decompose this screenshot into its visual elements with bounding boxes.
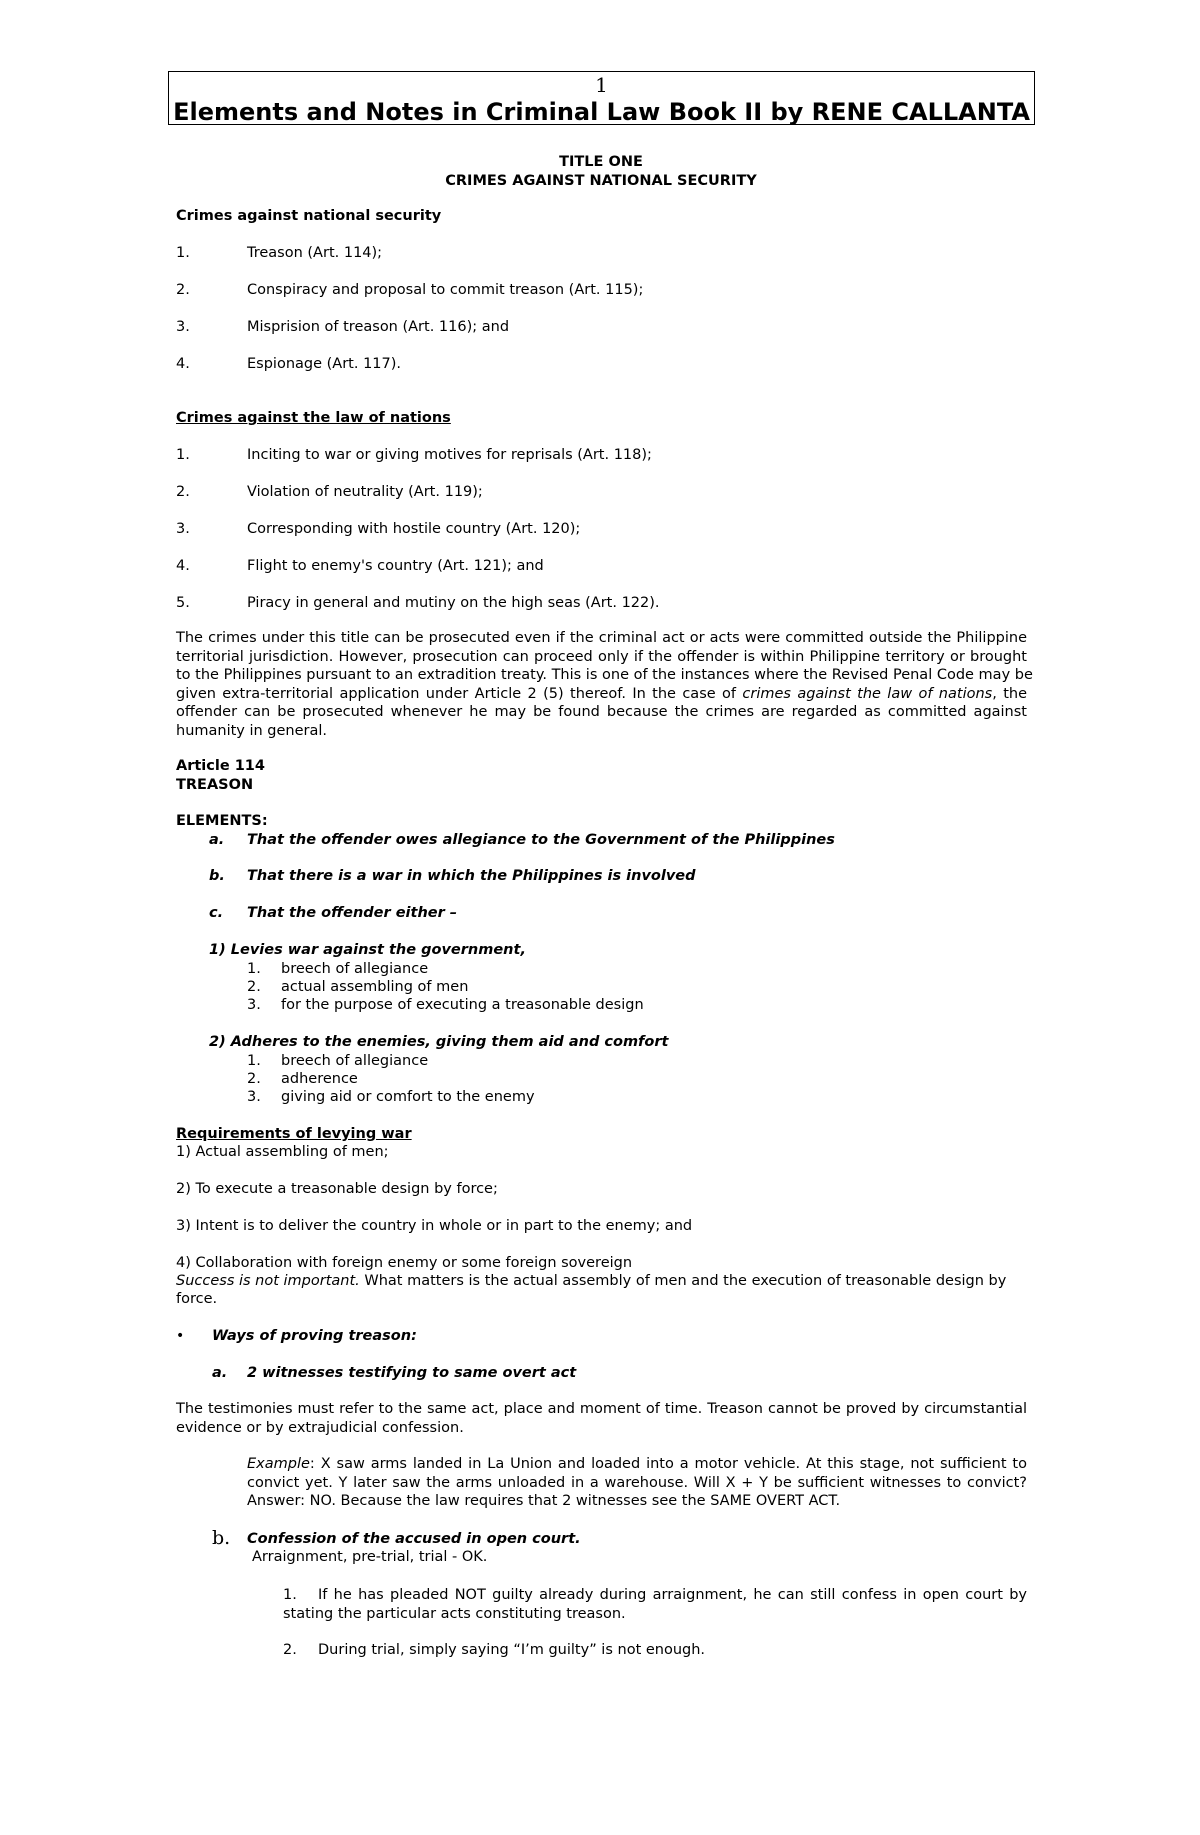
- list-item: Corresponding with hostile country (Art. 120);: [247, 521, 581, 537]
- list-item: Inciting to war or giving motives for reprisals (Art. 118);: [247, 447, 652, 463]
- element-letter: c.: [209, 905, 224, 921]
- page-number: 1: [595, 73, 608, 97]
- list-number: 3.: [247, 997, 261, 1013]
- paragraph-text: What matters is the actual assembly of men and the execution of treasonable design by: [359, 1273, 1007, 1289]
- element-text: That the offender either –: [247, 905, 458, 921]
- national-security-heading: Crimes against national security: [176, 208, 442, 224]
- proving-method: Confession of the accused in open court.: [247, 1531, 581, 1547]
- list-number: 2.: [176, 484, 190, 500]
- element-text: That the offender owes allegiance to the Government of the Philippines: [247, 832, 835, 848]
- paragraph-line: The testimonies must refer to the same act, place and moment of time. Treason cannot be proved by circumstantial: [176, 1401, 1027, 1417]
- point-text: During trial, simply saying “I’m guilty” is not enough.: [318, 1642, 706, 1658]
- intro-paragraph: [176, 629, 1033, 740]
- requirement-item: 1) Actual assembling of men;: [176, 1144, 389, 1160]
- list-number: 2.: [283, 1642, 297, 1658]
- paragraph-line: territorial jurisdiction. However, prosecution can proceed only if the offender is within Philippine territory or brought: [176, 648, 1027, 665]
- paragraph-line: The crimes under this title can be prosecuted even if the criminal act or acts were committed outside the Philippine: [176, 630, 1027, 646]
- list-number: 3.: [247, 1089, 261, 1105]
- list-item: for the purpose of executing a treasonable design: [281, 997, 644, 1013]
- paragraph-line: [247, 1455, 1027, 1474]
- list-item: Misprision of treason (Art. 116); and: [247, 319, 510, 335]
- paragraph-line: to the Philippines pursuant to an extradition treaty. This is one of the instances where the Revised Penal Code may be: [176, 667, 1033, 683]
- success-note: [176, 1272, 1006, 1290]
- paragraph-line: stating the particular acts constituting treason.: [283, 1605, 626, 1622]
- proving-sub-note: Arraignment, pre-trial, trial - OK.: [252, 1549, 488, 1565]
- paragraph-line: convict yet. Y later saw the arms unloaded in a warehouse. Will X + Y be sufficient witnesses to convict?: [247, 1474, 1027, 1491]
- list-number: 3.: [176, 319, 190, 335]
- paragraph-line: evidence or by extrajudicial confession.: [176, 1419, 464, 1436]
- list-item: Violation of neutrality (Art. 119);: [247, 484, 483, 500]
- list-item: breech of allegiance: [281, 1053, 429, 1069]
- list-item: actual assembling of men: [281, 979, 469, 995]
- levies-heading: 1) Levies war against the government,: [209, 942, 526, 958]
- example-label: Example: [247, 1456, 310, 1472]
- list-number: 1.: [176, 447, 190, 463]
- levying-war-heading: Requirements of levying war: [176, 1126, 412, 1142]
- document-header: [168, 71, 1035, 125]
- list-number: 1.: [247, 1053, 261, 1069]
- success-note-continued: force.: [176, 1291, 218, 1307]
- article-number: Article 114: [176, 758, 265, 774]
- proving-letter: a.: [212, 1365, 228, 1381]
- list-item: Piracy in general and mutiny on the high seas (Art. 122).: [247, 595, 660, 611]
- example-paragraph: [247, 1455, 1027, 1511]
- list-number: 1.: [283, 1587, 297, 1603]
- list-item: breech of allegiance: [281, 961, 429, 977]
- proving-heading: Ways of proving treason:: [212, 1328, 417, 1344]
- emphasis-text: Success is not important.: [176, 1273, 360, 1289]
- adheres-heading: 2) Adheres to the enemies, giving them aid and comfort: [209, 1034, 669, 1050]
- requirement-item: 3) Intent is to deliver the country in whole or in part to the enemy; and: [176, 1218, 693, 1234]
- testimony-paragraph: [176, 1400, 1027, 1437]
- emphasis-text: crimes against the law of nations: [742, 685, 993, 702]
- paragraph-text: , the: [992, 685, 1027, 702]
- list-number: 1.: [176, 245, 190, 261]
- paragraph-line: offender can be prosecuted whenever he may be found because the crimes are regarded as committed against: [176, 704, 1027, 720]
- requirement-item: 4) Collaboration with foreign enemy or some foreign sovereign: [176, 1255, 633, 1271]
- article-name: TREASON: [176, 777, 254, 793]
- element-text: That there is a war in which the Philippines is involved: [247, 868, 696, 884]
- paragraph-line: humanity in general.: [176, 722, 328, 739]
- paragraph-text: given extra-territorial application under Article 2 (5) thereof. In the case of: [176, 685, 737, 702]
- title-one-label: TITLE ONE: [559, 154, 643, 170]
- paragraph-line: If he has pleaded NOT guilty already during arraignment, he can still confess in open court by: [318, 1587, 1027, 1603]
- list-item: giving aid or comfort to the enemy: [281, 1089, 535, 1105]
- element-letter: a.: [209, 832, 225, 848]
- list-number: 1.: [247, 961, 261, 977]
- list-number: 2.: [247, 1071, 261, 1087]
- list-number: 4.: [176, 558, 190, 574]
- list-item: Conspiracy and proposal to commit treason (Art. 115);: [247, 282, 644, 298]
- list-number: 3.: [176, 521, 190, 537]
- list-item: Flight to enemy's country (Art. 121); and: [247, 558, 544, 574]
- paragraph-line: Answer: NO. Because the law requires that 2 witnesses see the SAME OVERT ACT.: [247, 1493, 841, 1509]
- list-item: Treason (Art. 114);: [247, 245, 383, 261]
- document-title: Elements and Notes in Criminal Law Book II by RENE CALLANTA: [173, 98, 1030, 126]
- list-number: 4.: [176, 356, 190, 372]
- list-number: 5.: [176, 595, 190, 611]
- element-letter: b.: [209, 868, 225, 884]
- list-number: 2.: [176, 282, 190, 298]
- requirement-item: 2) To execute a treasonable design by force;: [176, 1181, 498, 1197]
- paragraph-text: : X saw arms landed in La Union and loaded into a motor vehicle. At this stage, not sufficient to: [309, 1456, 1027, 1472]
- elements-heading: ELEMENTS:: [176, 813, 268, 829]
- list-item: adherence: [281, 1071, 358, 1087]
- law-of-nations-heading: Crimes against the law of nations: [176, 410, 451, 426]
- list-item: Espionage (Art. 117).: [247, 356, 402, 372]
- bullet-icon: •: [176, 1328, 185, 1344]
- proving-method: 2 witnesses testifying to same overt act: [247, 1365, 577, 1381]
- title-one-subtitle: CRIMES AGAINST NATIONAL SECURITY: [445, 173, 757, 189]
- point-paragraph: [283, 1586, 1027, 1623]
- paragraph-line: [176, 685, 1027, 704]
- list-number: 2.: [247, 979, 261, 995]
- proving-letter: b.: [212, 1527, 231, 1549]
